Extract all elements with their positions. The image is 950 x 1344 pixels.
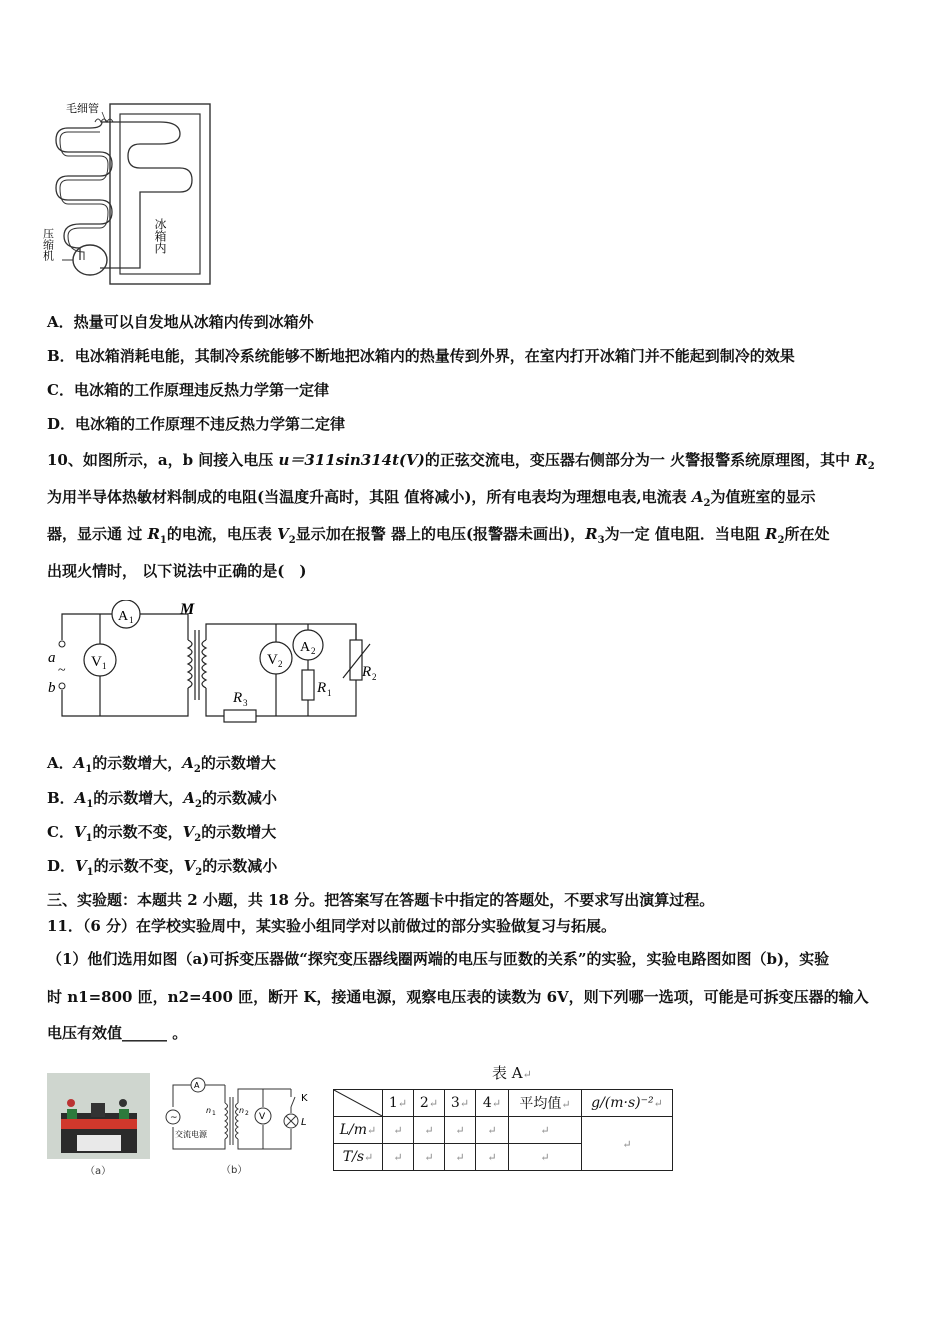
table-cell: ↵ — [383, 1144, 414, 1171]
table-cell: ↵ — [414, 1144, 445, 1171]
capillary-label: 毛细管 — [66, 102, 99, 115]
svg-text:2: 2 — [311, 646, 316, 656]
table-header: 平均值↵ — [509, 1090, 582, 1117]
svg-text:n: n — [239, 1106, 245, 1115]
svg-text:R: R — [317, 680, 327, 696]
table-cell: ↵ — [383, 1117, 414, 1144]
table-cell: ↵ — [476, 1144, 509, 1171]
svg-text:n: n — [206, 1106, 212, 1115]
table-row-label: L/m↵ — [334, 1117, 383, 1144]
table-cell: ↵ — [509, 1144, 582, 1171]
svg-text:1: 1 — [102, 661, 107, 671]
svg-text:M: M — [180, 601, 195, 618]
q10-line-2: 为用半导体热敏材料制成的电阻(当温度升高时，其阻 值将减小)，所有电表均为理想电表,电流表 $A_2$为值班室的显示 — [47, 488, 816, 509]
q11-paragraph-2: 时 n1=800 匝，n2=400 匝，断开 K，接通电源，观察电压表的读数为 6V，则下列哪一选项，可能是可拆变压器的输入 — [47, 988, 869, 1006]
table-title: 表 A↵ — [492, 1064, 532, 1082]
refrigerator-diagram — [40, 98, 220, 293]
svg-text:a: a — [48, 650, 56, 666]
table-cell: ↵ — [509, 1117, 582, 1144]
svg-text:V: V — [259, 1112, 266, 1122]
q10-option-d: D．$V_1$的示数不变，$V_2$的示数减小 — [47, 857, 278, 878]
compressor-icon — [73, 245, 107, 275]
svg-text:~: ~ — [170, 1113, 178, 1123]
svg-text:2: 2 — [245, 1110, 249, 1117]
svg-text:1: 1 — [212, 1110, 216, 1117]
svg-text:3: 3 — [243, 698, 248, 708]
svg-text:1: 1 — [327, 688, 332, 698]
svg-text:A: A — [194, 1081, 200, 1090]
table-header: 2↵ — [414, 1090, 445, 1117]
q10-option-a: A．$A_1$的示数增大，$A_2$的示数增大 — [47, 754, 276, 775]
compressor-label: 压缩机 — [41, 228, 55, 261]
figure-a-transformer-photo — [47, 1073, 152, 1183]
table-cell: ↵ — [445, 1144, 476, 1171]
table-row-label: T/s↵ — [334, 1144, 383, 1171]
table-header: 4↵ — [476, 1090, 509, 1117]
svg-text:V: V — [91, 654, 102, 670]
q10-line-3: 器，显示通 过 $R_1$的电流，电压表 $V_2$显示加在报警 器上的电压(报警器未画出)，$R_3$为一定 值电阻．当电阻 $R_2$所在处 — [47, 525, 830, 546]
svg-text:L: L — [301, 1117, 307, 1128]
svg-text:K: K — [301, 1093, 308, 1104]
q11-paragraph-1: （1）他们选用如图（a)可拆变压器做“探究变压器线圈两端的电压与匝数的关系”的实验，实验电路图如图（b)，实验 — [47, 950, 830, 968]
thermistor-r2 — [350, 640, 362, 680]
svg-text:（a）: （a） — [85, 1166, 112, 1177]
q9-option-a: A．热量可以自发地从冰箱内传到冰箱外 — [47, 313, 314, 331]
svg-text:R: R — [233, 690, 243, 706]
svg-text:R: R — [362, 664, 372, 680]
table-header: 3↵ — [445, 1090, 476, 1117]
svg-text:V: V — [267, 652, 278, 668]
resistor-r1 — [302, 670, 314, 700]
q10-line-4: 出现火情时， 以下说法中正确的是( ) — [47, 562, 307, 580]
table-corner-cell — [334, 1090, 383, 1117]
inside-label: 冰箱内 — [153, 218, 167, 254]
q10-option-c: C．$V_1$的示数不变，$V_2$的示数增大 — [47, 823, 277, 844]
table-cell: ↵ — [445, 1117, 476, 1144]
svg-text:1: 1 — [129, 615, 134, 625]
data-table — [333, 1089, 673, 1171]
q10-option-b: B．$A_1$的示数增大，$A_2$的示数减小 — [47, 789, 277, 810]
svg-text:2: 2 — [278, 659, 283, 669]
q9-option-c: C．电冰箱的工作原理违反热力学第一定律 — [47, 381, 329, 399]
fire-alarm-circuit-diagram — [40, 600, 390, 730]
table-cell: ↵ — [414, 1117, 445, 1144]
svg-text:A: A — [300, 640, 311, 655]
svg-text:A: A — [118, 609, 129, 624]
q9-option-d: D．电冰箱的工作原理不违反热力学第二定律 — [47, 415, 346, 433]
table-cell: ↵ — [476, 1117, 509, 1144]
table-cell: ↵ — [582, 1117, 673, 1171]
q9-option-b: B．电冰箱消耗电能，其制冷系统能够不断地把冰箱内的热量传到外界，在室内打开冰箱门并不能起到制冷的效果 — [47, 347, 795, 365]
table-header: g/(m·s)⁻²↵ — [582, 1090, 673, 1117]
q10-line-1: 10、如图所示，a，b 间接入电压 u＝311sin314t(V)的正弦交流电，变压器右侧部分为一 火警报警系统原理图，其中 $R_2$ — [47, 451, 875, 472]
table-header: 1↵ — [383, 1090, 414, 1117]
svg-text:（b）: （b） — [221, 1165, 248, 1176]
resistor-r3 — [224, 710, 256, 722]
svg-text:交流电源: 交流电源 — [175, 1130, 207, 1139]
q11-paragraph-3: 电压有效值______ 。 — [47, 1024, 188, 1042]
figure-b-circuit — [163, 1077, 323, 1177]
section-heading: 三、实验题：本题共 2 小题，共 18 分。把答案写在答题卡中指定的答题处，不要求写出演算过程。 — [47, 891, 715, 909]
q11-head: 11．（6 分）在学校实验周中，某实验小组同学对以前做过的部分实验做复习与拓展。 — [47, 917, 617, 935]
svg-text:2: 2 — [372, 672, 377, 682]
svg-text:~: ~ — [58, 663, 66, 678]
svg-text:b: b — [48, 680, 56, 696]
